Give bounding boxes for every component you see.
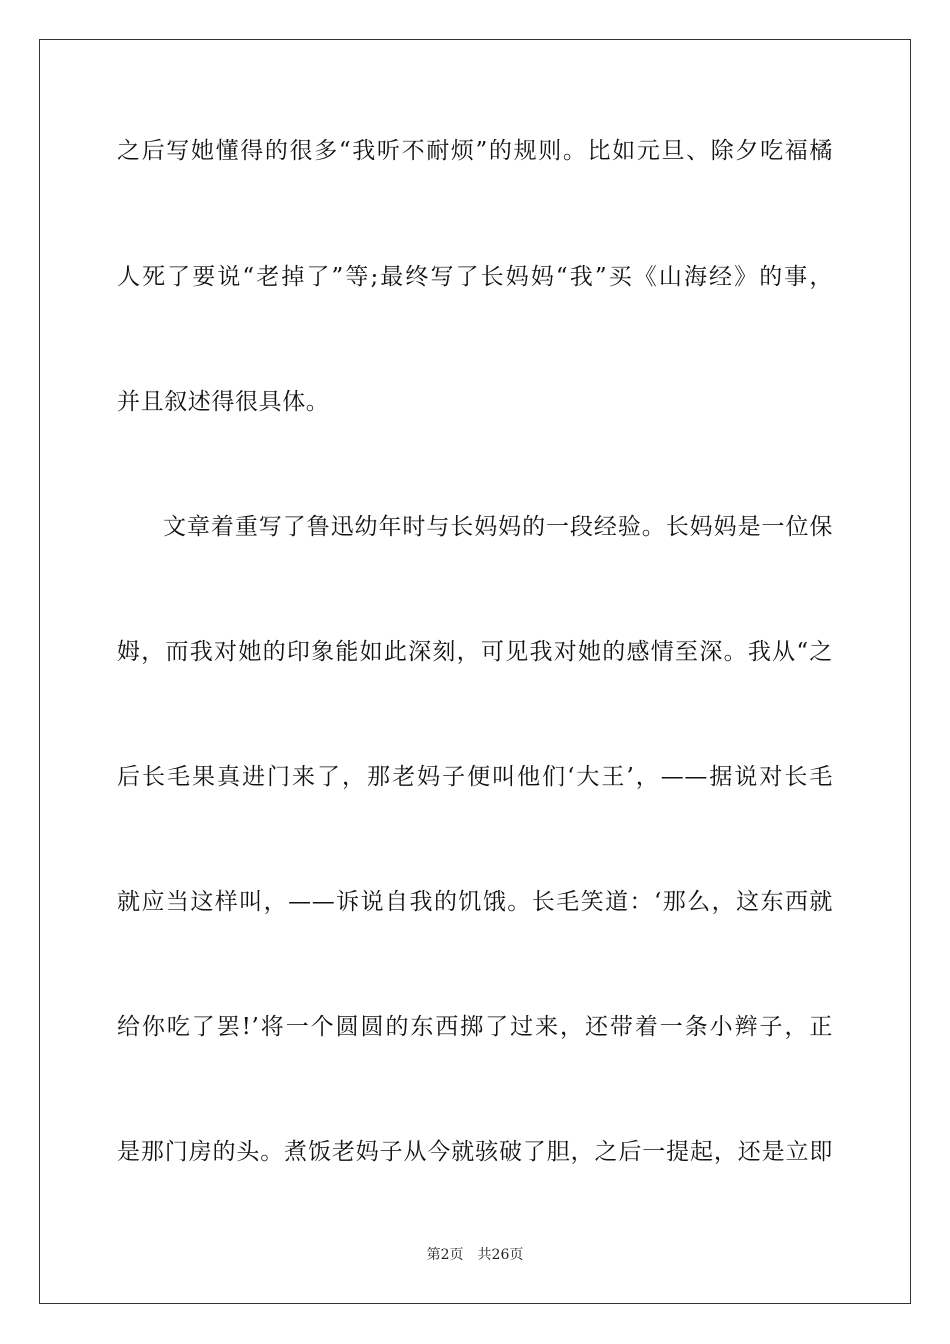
page-total: 共26页 — [477, 1247, 524, 1263]
text-line-4: 文章着重写了鲁迅幼年时与长妈妈的一段经验。长妈妈是一位保 — [163, 514, 833, 540]
text-line-7: 就应当这样叫，——诉说自我的饥饿。长毛笑道：‘那么，这东西就 — [117, 889, 833, 915]
text-line-8: 给你吃了罢!’将一个圆圆的东西掷了过来，还带着一条小辫子，正 — [117, 1014, 833, 1040]
text-line-1: 之后写她懂得的很多“我听不耐烦”的规则。比如元旦、除夕吃福橘 — [117, 138, 833, 164]
text-line-6: 后长毛果真进门来了，那老妈子便叫他们‘大王’，——据说对长毛 — [117, 764, 833, 790]
page-footer — [0, 1246, 950, 1264]
page-border — [39, 39, 911, 1304]
text-line-9: 是那门房的头。煮饭老妈子从今就骇破了胆，之后一提起，还是立即 — [117, 1139, 833, 1165]
text-line-5: 姆，而我对她的印象能如此深刻，可见我对她的感情至深。我从“之 — [117, 639, 833, 665]
text-line-2: 人死了要说“老掉了”等;最终写了长妈妈“我”买《山海经》的事， — [117, 264, 833, 290]
text-line-3: 并且叙述得很具体。 — [117, 389, 330, 415]
page-number: 第2页 — [426, 1247, 464, 1263]
